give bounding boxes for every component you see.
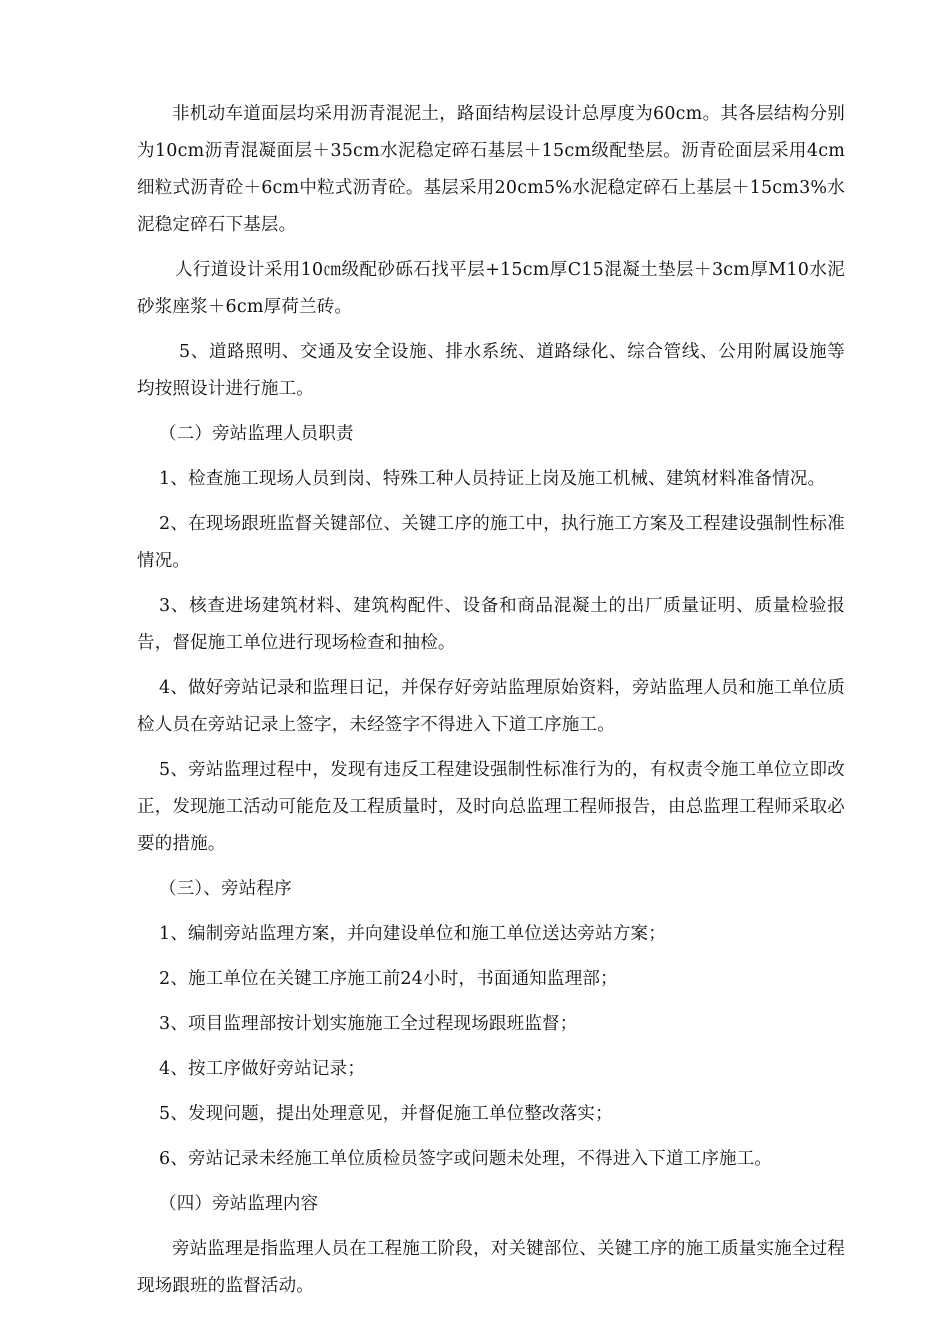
section-heading-content: （四）旁站监理内容 <box>159 1194 319 1214</box>
procedure-item-2: 2、施工单位在关键工序施工前24小时，书面通知监理部； <box>159 969 618 989</box>
duty-item-4: 4、做好旁站记录和监理日记，并保存好旁站监理原始资料，旁站监理人员和施工单位质检人员在旁站记录上签字，未经签字不得进入下道工序施工。 <box>137 678 845 735</box>
procedure-item-4: 4、按工序做好旁站记录； <box>159 1059 366 1079</box>
document-page <box>137 96 845 1305</box>
procedure-item-1: 1、编制旁站监理方案，并向建设单位和施工单位送达旁站方案； <box>159 924 666 944</box>
paragraph-sidewalk-design: 人行道设计采用10㎝级配砂砾石找平层+15cm厚C15混凝土垫层＋3cm厚M10水泥砂浆座浆＋6cm厚荷兰砖。 <box>137 260 845 317</box>
procedure-item-3: 3、项目监理部按计划实施施工全过程现场跟班监督； <box>159 1014 578 1034</box>
paragraph-ancillary-facilities: 5、道路照明、交通及安全设施、排水系统、道路绿化、综合管线、公用附属设施等均按照设计进行施工。 <box>137 342 845 399</box>
duty-item-1: 1、检查施工现场人员到岗、特殊工种人员持证上岗及施工机械、建筑材料准备情况。 <box>159 469 826 489</box>
duty-item-3: 3、核查进场建筑材料、建筑构配件、设备和商品混凝土的出厂质量证明、质量检验报告，督促施工单位进行现场检查和抽检。 <box>137 596 845 653</box>
section-heading-procedure: （三）、旁站程序 <box>159 879 292 899</box>
section-heading-duties: （二）旁站监理人员职责 <box>159 424 354 444</box>
procedure-item-6: 6、旁站记录未经施工单位质检员签字或问题未处理，不得进入下道工序施工。 <box>159 1149 773 1169</box>
paragraph-supervision-definition: 旁站监理是指监理人员在工程施工阶段，对关键部位、关键工序的施工质量实施全过程现场跟班的监督活动。 <box>137 1239 845 1296</box>
procedure-item-5: 5、发现问题，提出处理意见，并督促施工单位整改落实； <box>159 1104 613 1124</box>
duty-item-2: 2、在现场跟班监督关键部位、关键工序的施工中，执行施工方案及工程建设强制性标准情况。 <box>137 514 845 571</box>
paragraph-pavement-structure: 非机动车道面层均采用沥青混泥土，路面结构层设计总厚度为60cm。其各层结构分别为10cm沥青混凝面层＋35cm水泥稳定碎石基层＋15cm级配垫层。沥青砼面层采用4cm细粒式沥青砼＋6cm中粒式沥青砼。基层采用20cm5%水泥稳定碎石上基层＋15cm3%水泥稳定碎石下基层。 <box>137 104 845 235</box>
duty-item-5: 5、旁站监理过程中，发现有违反工程建设强制性标准行为的，有权责令施工单位立即改正，发现施工活动可能危及工程质量时，及时向总监理工程师报告，由总监理工程师采取必要的措施。 <box>137 760 845 854</box>
